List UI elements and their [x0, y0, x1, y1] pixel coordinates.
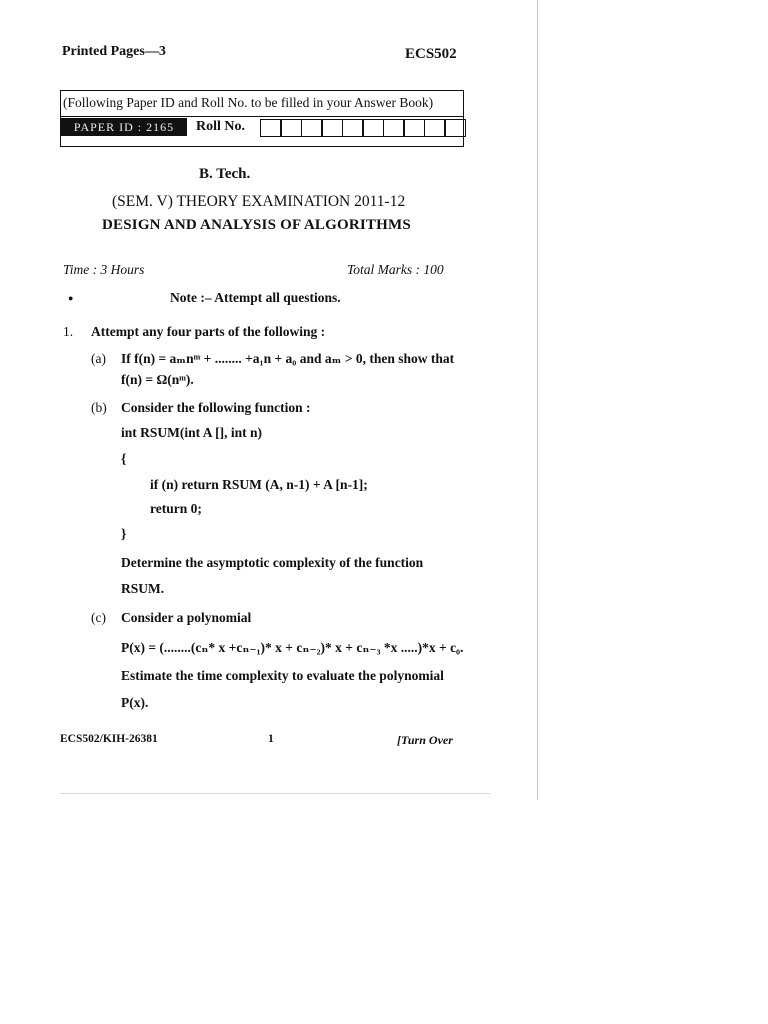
scan-bottom-line	[60, 793, 490, 794]
code-line: {	[121, 451, 127, 466]
roll-cell	[301, 119, 323, 137]
question-instruction: Attempt any four parts of the following :	[91, 324, 326, 339]
part-a-label: (a)	[91, 351, 106, 366]
roll-cell	[260, 119, 282, 137]
footer-code: ECS502/KIH-26381	[60, 733, 158, 745]
question-number: 1.	[63, 324, 74, 339]
subject-title: DESIGN AND ANALYSIS OF ALGORITHMS	[102, 217, 411, 233]
part-b-intro: Consider the following function :	[121, 400, 311, 415]
printed-pages: Printed Pages—3	[62, 44, 166, 59]
roll-cell	[383, 119, 405, 137]
degree-title: B. Tech.	[199, 166, 251, 182]
roll-number-cells	[261, 119, 466, 137]
code-line: }	[121, 526, 127, 541]
roll-cell	[424, 119, 446, 137]
paper-code: ECS502	[405, 46, 457, 62]
code-line: int RSUM(int A [], int n)	[121, 425, 263, 440]
part-a-line1: If f(n) = aₘnᵐ + ........ +a₁n + a₀ and aₘ > 0, then show that	[121, 351, 455, 366]
scan-edge-line	[537, 0, 538, 800]
roll-label: Roll No.	[196, 119, 245, 134]
note: Note :– Attempt all questions.	[170, 290, 341, 305]
bullet-icon: ●	[68, 293, 74, 303]
roll-cell	[280, 119, 302, 137]
part-b-label: (b)	[91, 400, 107, 415]
roll-cell	[321, 119, 343, 137]
divider	[61, 116, 463, 117]
roll-cell	[403, 119, 425, 137]
turn-over: [Turn Over	[397, 733, 453, 747]
roll-cell	[362, 119, 384, 137]
part-c-question-line2: P(x).	[121, 695, 149, 710]
total-marks: Total Marks : 100	[347, 262, 444, 277]
time-allowed: Time : 3 Hours	[63, 262, 145, 277]
code-line: return 0;	[150, 501, 202, 516]
part-c-question-line1: Estimate the time complexity to evaluate the polynomial	[121, 668, 444, 683]
page-number: 1	[268, 733, 274, 745]
id-instruction: (Following Paper ID and Roll No. to be filled in your Answer Book)	[63, 95, 434, 110]
exam-title: (SEM. V) THEORY EXAMINATION 2011-12	[112, 193, 406, 210]
part-b-question-line2: RSUM.	[121, 581, 165, 596]
roll-cell	[342, 119, 364, 137]
part-c-intro: Consider a polynomial	[121, 610, 252, 625]
paper-id: PAPER ID : 2165	[61, 118, 187, 136]
polynomial-formula: P(x) = (........(cₙ* x +cₙ₋₁)* x + cₙ₋₂)* x + cₙ₋₃ *x .....)*x + c₀.	[121, 640, 464, 655]
part-a-line2: f(n) = Ω(nᵐ).	[121, 372, 194, 387]
paper-id-box	[60, 90, 464, 147]
roll-cell	[444, 119, 466, 137]
part-c-label: (c)	[91, 610, 106, 625]
part-b-question-line1: Determine the asymptotic complexity of the function	[121, 555, 424, 570]
code-line: if (n) return RSUM (A, n-1) + A [n-1];	[150, 477, 368, 492]
